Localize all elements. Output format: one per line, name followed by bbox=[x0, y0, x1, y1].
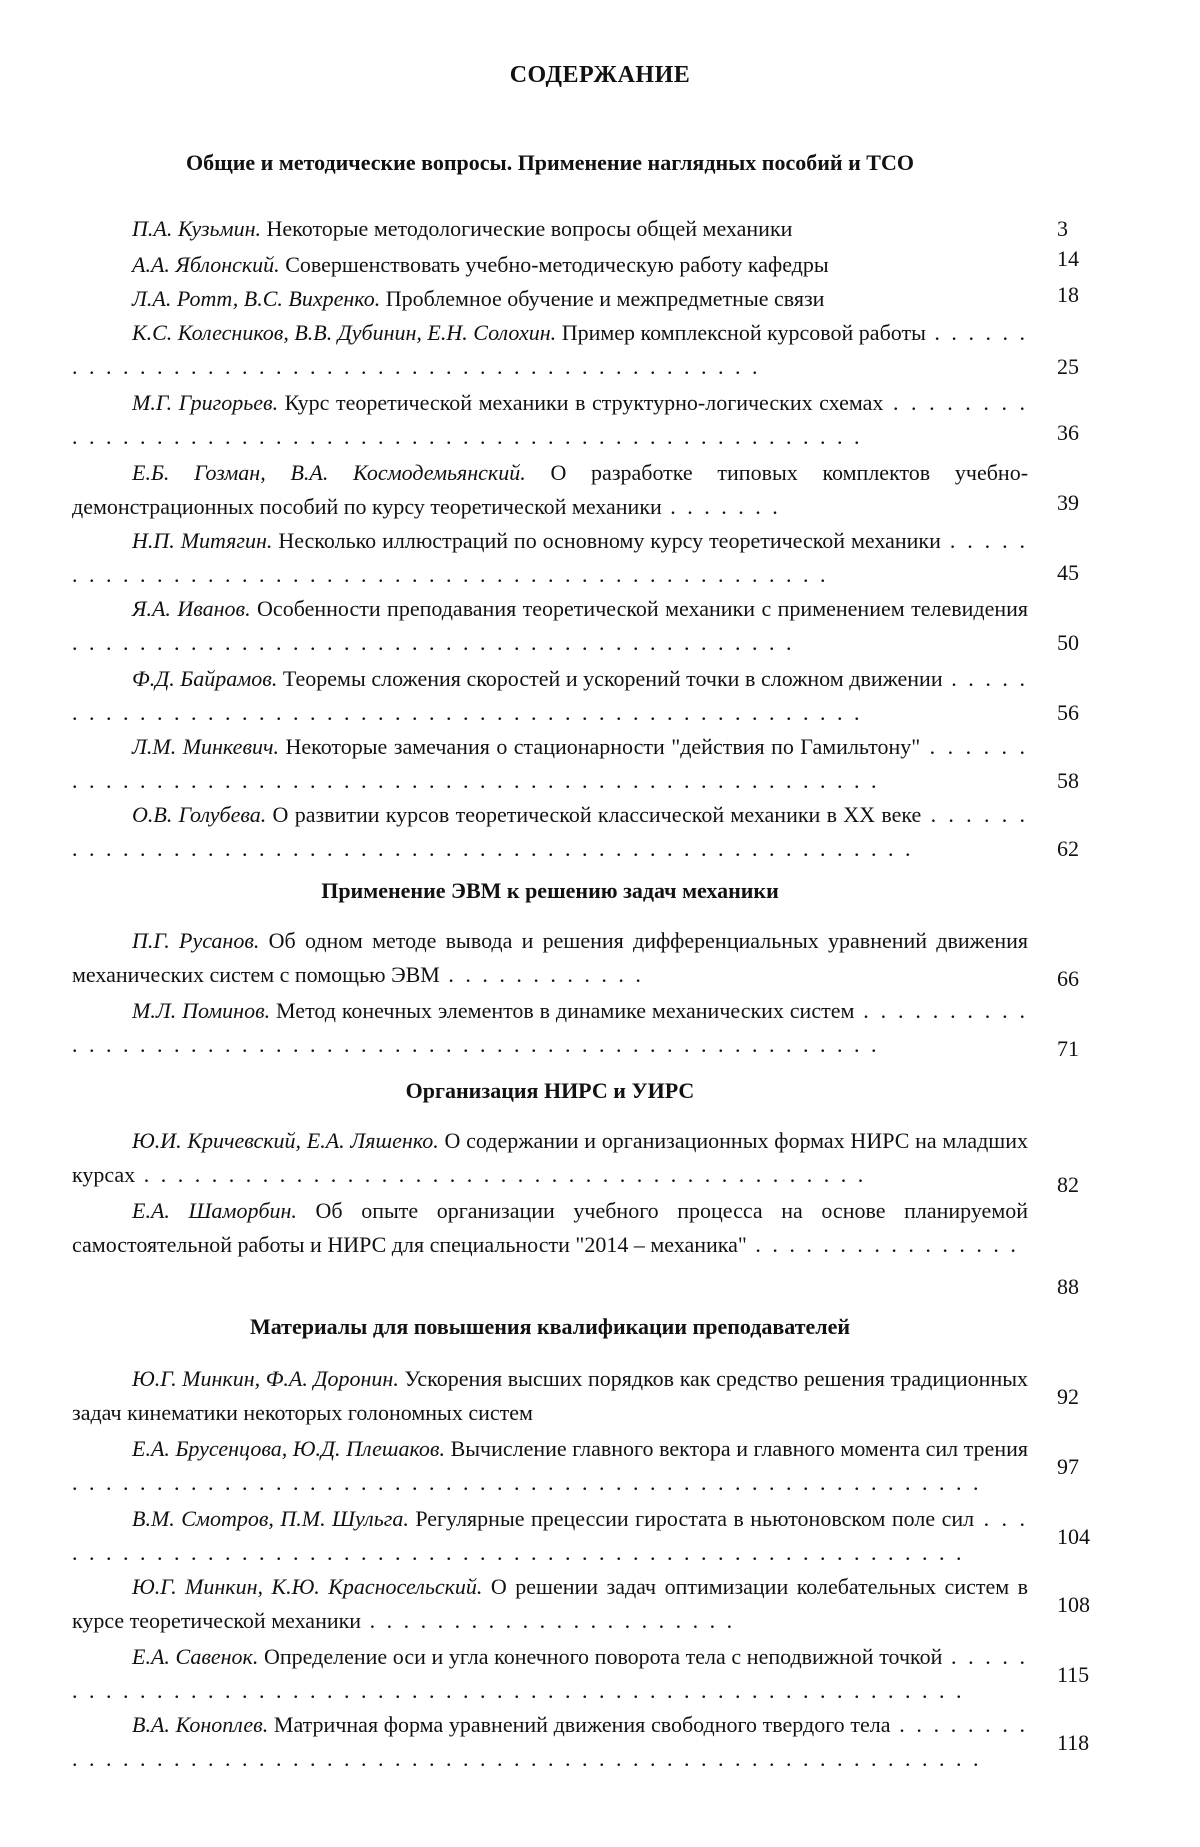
toc-entry-text bbox=[72, 662, 1028, 730]
toc-entry-text bbox=[72, 524, 1028, 592]
toc-entry-text bbox=[72, 730, 1028, 798]
toc-entry bbox=[72, 282, 1102, 316]
toc-leader-dots: . . . . . . . . . . . . . . . . . . . . . . . . . . . . . . . . . . . . . . . . . . . . . . . . . . . . . . . . . . . . . . bbox=[72, 1712, 1029, 1771]
toc-entry bbox=[72, 1194, 1102, 1299]
toc-entry-text bbox=[72, 248, 1028, 282]
toc-entry bbox=[72, 1432, 1102, 1500]
toc-entry-title: О разработке типовых комплектов учебно-демонстрационных пособий по курсу теоретической механики bbox=[72, 460, 1029, 519]
toc-entry bbox=[72, 1640, 1102, 1708]
section-heading-qualification: Материалы для повышения квалификации преподавателей bbox=[249, 1314, 851, 1339]
toc-entry-author: Е.А. Савенок. bbox=[132, 1644, 259, 1669]
toc-entry-title: Теоремы сложения скоростей и ускорений точки в сложном движении bbox=[282, 666, 943, 691]
toc-leader-dots: . . . . . . . bbox=[661, 494, 781, 519]
toc-entry-page: 88 bbox=[1057, 1274, 1079, 1299]
toc-entry-author: Н.П. Митягин. bbox=[132, 528, 273, 553]
toc-entry-title: Курс теоретической механики в структурно-логических схемах bbox=[284, 390, 884, 415]
toc-entry-title: Определение оси и угла конечного поворота тела с неподвижной точкой bbox=[264, 1644, 943, 1669]
toc-entry-text bbox=[72, 212, 1028, 246]
toc-entry bbox=[72, 1570, 1102, 1638]
toc-entry-title: Некоторые замечания о стационарности "действия по Гамильтону" bbox=[285, 734, 921, 759]
toc-entry bbox=[72, 1708, 1102, 1776]
toc-entry bbox=[72, 1124, 1102, 1197]
toc-leader-dots: . . . . . . . . . . . . . . . . . . . . . . . . . . . . . . . . . . . . . . . . . . . . . . . . . . . . . . bbox=[72, 1470, 982, 1495]
toc-entry-page: 66 bbox=[1057, 966, 1079, 991]
toc-entry-author: Л.А. Ротт, В.С. Вихренко. bbox=[132, 286, 381, 311]
toc-entry-text bbox=[72, 924, 1028, 992]
toc-entry-page: 108 bbox=[1057, 1592, 1090, 1617]
toc-entry-author: Е.А. Шаморбин. bbox=[132, 1198, 297, 1223]
toc-entry-page: 92 bbox=[1057, 1384, 1079, 1409]
toc-entry-author: Е.Б. Гозман, В.А. Космодемьянский. bbox=[132, 460, 526, 485]
toc-entry-title: Об одном методе вывода и решения дифференциальных уравнений движения механических систем с помощью ЭВМ bbox=[72, 928, 1028, 987]
toc-entry-text bbox=[72, 1432, 1028, 1500]
toc-entry-page: 25 bbox=[1057, 354, 1079, 379]
toc-entry-title: Регулярные прецессии гиростата в ньютоновском поле сил bbox=[415, 1506, 975, 1531]
toc-entry-page: 45 bbox=[1057, 560, 1079, 585]
toc-entry-page: 118 bbox=[1057, 1730, 1090, 1755]
toc-leader-dots: . . . . . . . . . . . . . . . . . . . . . . . . . . . . . . . . . . . . . . . . . . . . . . . . . . bbox=[72, 528, 1029, 587]
toc-leader-dots: . . . . . . . . . . . . . . . . . . . . . . . . . . . . . . . . . . . . . . . . . . . . . . . . . . . . . . . . . . bbox=[72, 998, 1029, 1057]
section-heading-general: Общие и методические вопросы. Применение наглядных пособий и ТСО bbox=[186, 150, 914, 175]
toc-entry-author: Л.М. Минкевич. bbox=[132, 734, 279, 759]
toc-entry-author: М.Г. Григорьев. bbox=[132, 390, 279, 415]
toc-entry-text bbox=[72, 994, 1028, 1062]
page-title: СОДЕРЖАНИЕ bbox=[509, 62, 691, 88]
toc-leader-dots: . . . . . . . . . . . . bbox=[439, 962, 644, 987]
toc-entry-title: Матричная форма уравнений движения свободного твердого тела bbox=[273, 1712, 891, 1737]
toc-entry-text bbox=[72, 798, 1028, 866]
toc-entry-page: 97 bbox=[1057, 1454, 1079, 1479]
toc-leader-dots: . . . . . . . . . . . . . . . . . . . . . . . . . . . . . . . . . . . . . . . . . . . . . . . . . . . . . . . . bbox=[72, 1506, 1029, 1565]
toc-leader-dots: . . . . . . . . . . . . . . . . . . . . . . . . . . . . . . . . . . . . . . . . . . . . . . . . . . . . . . . . bbox=[72, 802, 1029, 861]
toc-leader-dots: . . . . . . . . . . . . . . . . bbox=[746, 1232, 1019, 1257]
toc-entry-title: Об опыте организации учебного процесса на основе планируемой самостоятельной работы и НИРС для специальности "2014 – механика" bbox=[72, 1198, 1029, 1257]
section-heading-research: Организация НИРС и УИРС bbox=[405, 1078, 695, 1103]
toc-entry bbox=[72, 212, 1102, 246]
toc-entry bbox=[72, 456, 1102, 524]
toc-entry-page: 58 bbox=[1057, 768, 1079, 793]
toc-entry-page: 71 bbox=[1057, 1036, 1079, 1061]
toc-entry-author: К.С. Колесников, В.В. Дубинин, Е.Н. Солохин. bbox=[132, 320, 557, 345]
toc-leader-dots: . . . . . . . . . . . . . . . . . . . . . . bbox=[361, 1608, 736, 1633]
toc-entry bbox=[72, 592, 1102, 660]
toc-entry-author: О.В. Голубева. bbox=[132, 802, 267, 827]
toc-entry-text bbox=[72, 1570, 1028, 1638]
toc-entry-text bbox=[72, 456, 1028, 524]
toc-entry-author: В.М. Смотров, П.М. Шульга. bbox=[132, 1506, 409, 1531]
toc-entry-author: Е.А. Брусенцова, Ю.Д. Плешаков. bbox=[132, 1436, 445, 1461]
section-heading-computers: Применение ЭВМ к решению задач механики bbox=[321, 878, 779, 903]
toc-entry-title: О решении задач оптимизации колебательных систем в курсе теоретической механики bbox=[72, 1574, 1028, 1633]
toc-entry bbox=[72, 994, 1102, 1062]
toc-entry-page: 62 bbox=[1057, 836, 1079, 861]
toc-entry-author: Ю.И. Кричевский, Е.А. Ляшенко. bbox=[132, 1128, 439, 1153]
toc-entry-author: Я.А. Иванов. bbox=[132, 596, 251, 621]
toc-entry-text bbox=[72, 1194, 1028, 1262]
toc-entry bbox=[72, 316, 1102, 384]
toc-entry-author: В.А. Коноплев. bbox=[132, 1712, 269, 1737]
toc-entry-text bbox=[72, 1640, 1028, 1708]
toc-entry bbox=[72, 924, 1102, 992]
toc-entry bbox=[72, 1362, 1102, 1430]
toc-entry-page: 3 bbox=[1057, 216, 1068, 241]
toc-leader-dots: . . . . . . . . . . . . . . . . . . . . . . . . . . . . . . . . . . . . . . . . . . . bbox=[72, 630, 795, 655]
toc-entry-page: 14 bbox=[1057, 246, 1079, 271]
toc-entry-text bbox=[72, 1362, 1028, 1430]
toc-entry bbox=[72, 798, 1102, 866]
toc-leader-dots: . . . . . . . . . . . . . . . . . . . . . . . . . . . . . . . . . . . . . . . . . . . . . . . bbox=[72, 320, 1029, 379]
toc-entry bbox=[72, 730, 1102, 798]
toc-entry-text bbox=[72, 316, 1028, 384]
toc-entry-title: Несколько иллюстраций по основному курсу теоретической механики bbox=[278, 528, 941, 553]
toc-leader-dots: . . . . . . . . . . . . . . . . . . . . . . . . . . . . . . . . . . . . . . . . . . . . . . . . . . . . bbox=[72, 666, 1028, 725]
toc-entry-text bbox=[72, 592, 1028, 660]
toc-entry-title: Особенности преподавания теоретической механики с применением телевидения bbox=[257, 596, 1029, 621]
toc-entry-author: М.Л. Поминов. bbox=[132, 998, 271, 1023]
toc-entry-title: О развитии курсов теоретической классической механики в XX веке bbox=[272, 802, 922, 827]
toc-entry-title: О содержании и организационных формах НИРС на младших курсах bbox=[72, 1128, 1028, 1187]
toc-entry bbox=[72, 662, 1102, 730]
toc-entry-author: П.Г. Русанов. bbox=[132, 928, 260, 953]
toc-entry bbox=[72, 1502, 1102, 1570]
toc-entry bbox=[72, 524, 1102, 592]
toc-entry-text bbox=[72, 1124, 1028, 1192]
toc-leader-dots: . . . . . . . . . . . . . . . . . . . . . . . . . . . . . . . . . . . . . . . . . . . . . . . . . . . . . . . . . . bbox=[72, 1644, 1029, 1703]
toc-entry-title: Вычисление главного вектора и главного момента сил трения bbox=[450, 1436, 1028, 1461]
toc-entry-author: Ф.Д. Байрамов. bbox=[132, 666, 278, 691]
toc-entry-author: А.А. Яблонский. bbox=[132, 252, 280, 277]
toc-entry-title: Совершенствовать учебно-методическую работу кафедры bbox=[285, 252, 829, 277]
toc-entry-title: Некоторые методологические вопросы общей механики bbox=[266, 216, 793, 241]
toc-entry-text bbox=[72, 386, 1028, 454]
toc-entry-page: 36 bbox=[1057, 420, 1079, 445]
toc-entry-text bbox=[72, 282, 1028, 316]
toc-entry bbox=[72, 386, 1102, 454]
toc-entry-page: 56 bbox=[1057, 700, 1079, 725]
toc-entry-author: Ю.Г. Минкин, К.Ю. Красносельский. bbox=[132, 1574, 483, 1599]
toc-leader-dots: . . . . . . . . . . . . . . . . . . . . . . . . . . . . . . . . . . . . . . . . . . . . . . . . . . . . . . . bbox=[72, 390, 1029, 449]
toc-entry-page: 115 bbox=[1057, 1662, 1090, 1687]
toc-entry-title: Пример комплексной курсовой работы bbox=[561, 320, 926, 345]
toc-entry-page: 18 bbox=[1057, 282, 1079, 307]
toc-entry-title: Проблемное обучение и межпредметные связи bbox=[385, 286, 825, 311]
toc-entry-text bbox=[72, 1502, 1028, 1570]
toc-entry-page: 82 bbox=[1057, 1172, 1079, 1197]
toc-entry-author: П.А. Кузьмин. bbox=[132, 216, 262, 241]
toc-entry bbox=[72, 248, 1102, 282]
toc-entry-text bbox=[72, 1708, 1028, 1776]
toc-entry-title: Метод конечных элементов в динамике механических систем bbox=[276, 998, 855, 1023]
toc-entry-author: Ю.Г. Минкин, Ф.А. Доронин. bbox=[132, 1366, 399, 1391]
toc-entry-page: 39 bbox=[1057, 490, 1079, 515]
toc-leader-dots: . . . . . . . . . . . . . . . . . . . . . . . . . . . . . . . . . . . . . . . . . . . . . . . . . . . . . . bbox=[72, 734, 1029, 793]
toc-entry-page: 104 bbox=[1057, 1524, 1090, 1549]
toc-entry-title: Ускорения высших порядков как средство решения традиционных задач кинематики некоторых голономных систем bbox=[72, 1366, 1029, 1425]
toc-entry-page: 50 bbox=[1057, 630, 1079, 655]
toc-leader-dots: . . . . . . . . . . . . . . . . . . . . . . . . . . . . . . . . . . . . . . . . . . . bbox=[135, 1162, 867, 1187]
